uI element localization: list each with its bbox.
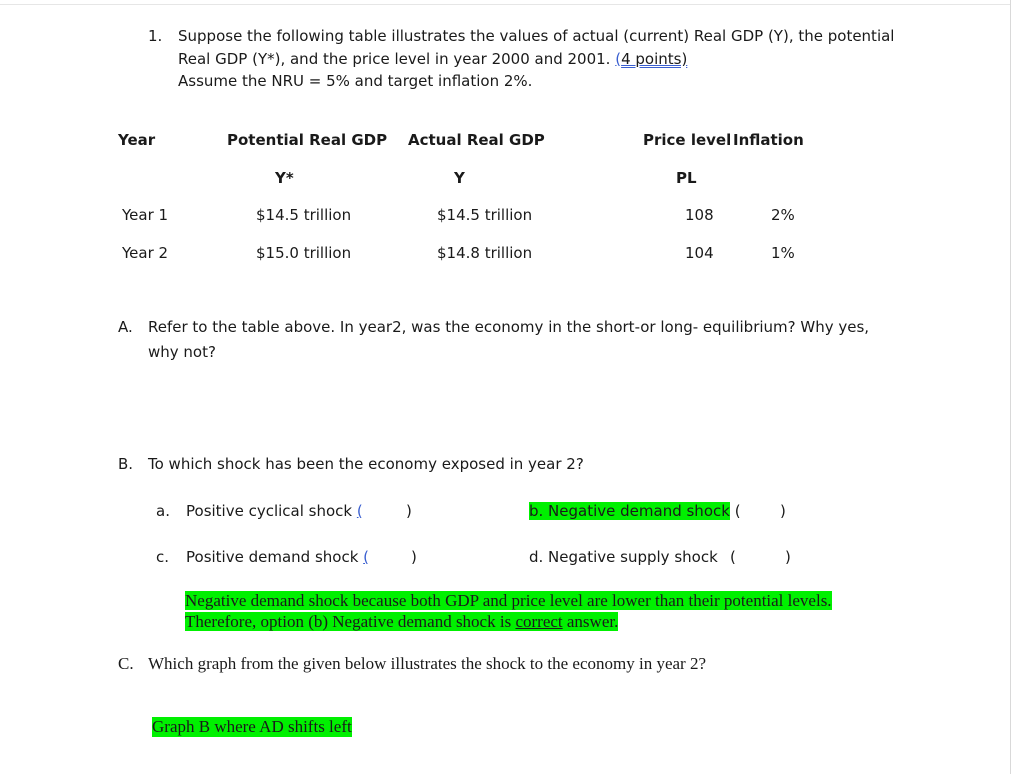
page-right-edge: [1010, 0, 1011, 774]
option-b-paren-open: (: [734, 502, 741, 520]
header-actual-gdp: Actual Real GDP: [408, 131, 545, 149]
option-c-label: c.: [156, 548, 170, 566]
part-c-answer: Graph B where AD shifts left: [152, 717, 352, 736]
part-b-label: B.: [118, 455, 134, 473]
symbol-actual: Y: [454, 169, 465, 187]
option-a-text: Positive cyclical shock: [186, 502, 357, 520]
part-c-label: C.: [118, 654, 134, 673]
symbol-potential: Y*: [275, 169, 294, 187]
option-d-paren-close: ): [785, 548, 791, 566]
header-year: Year: [118, 131, 156, 149]
row1-price-level: 108: [685, 206, 714, 224]
row1-inflation: 2%: [771, 206, 795, 224]
option-a[interactable]: [186, 502, 363, 520]
option-c[interactable]: [186, 548, 369, 566]
tracked-change-mark: (: [615, 49, 622, 68]
row2-actual-gdp: $14.8 trillion: [437, 244, 533, 262]
option-b-text: b. Negative demand shock: [529, 502, 730, 520]
row2-potential-gdp: $15.0 trillion: [256, 244, 352, 262]
symbol-price-level: PL: [676, 169, 697, 187]
part-b-answer: [185, 590, 832, 632]
part-b-question: To which shock has been the economy exposed in year 2?: [148, 455, 584, 473]
part-c-question: Which graph from the given below illustrates the shock to the economy in year 2?: [148, 654, 707, 673]
row2-year: Year 2: [122, 244, 169, 262]
header-potential-gdp: Potential Real GDP: [227, 131, 388, 149]
question-line-1: Suppose the following table illustrates the values of actual (current) Real GDP (Y), the potential: [178, 27, 895, 45]
page-top-border: [0, 0, 1010, 5]
option-c-paren-close: ): [411, 548, 417, 566]
answer-line-2-suffix: answer.: [562, 612, 619, 631]
question-1: [148, 25, 894, 93]
row1-year: Year 1: [122, 206, 169, 224]
option-c-text: Positive demand shock: [186, 548, 364, 566]
answer-line-1: Negative demand shock because both GDP and price level are lower than their potential levels.: [185, 591, 832, 610]
row2-price-level: 104: [685, 244, 714, 262]
part-a-line-2: why not?: [148, 343, 216, 361]
option-c-paren-open: (: [363, 548, 370, 566]
option-d-paren-open: (: [730, 548, 736, 566]
option-a-label: a.: [156, 502, 170, 520]
option-a-paren-close: ): [406, 502, 412, 520]
part-a-label: A.: [118, 318, 133, 336]
answer-line-2-prefix: Therefore, option (b) Negative demand shock is: [185, 612, 516, 631]
question-line-3: Assume the NRU = 5% and target inflation 2%.: [178, 72, 533, 90]
points-label: 4 points): [621, 49, 688, 68]
row1-actual-gdp: $14.5 trillion: [437, 206, 533, 224]
option-a-paren-open: (: [356, 502, 363, 520]
option-d-text: d. Negative supply shock: [529, 548, 718, 566]
question-number: 1.: [148, 27, 163, 45]
row1-potential-gdp: $14.5 trillion: [256, 206, 352, 224]
option-b[interactable]: [529, 502, 741, 520]
part-a-line-1: Refer to the table above. In year2, was the economy in the short-or long- equilibrium? Why yes,: [148, 318, 870, 336]
option-d[interactable]: [529, 548, 718, 566]
question-line-2: Real GDP (Y*), and the price level in year 2000 and 2001.: [178, 49, 616, 68]
answer-line-2-correct: correct: [515, 612, 563, 631]
option-b-paren-close: ): [780, 502, 786, 520]
header-inflation: Inflation: [733, 131, 804, 149]
header-price-level: Price level: [643, 131, 732, 149]
row2-inflation: 1%: [771, 244, 795, 262]
